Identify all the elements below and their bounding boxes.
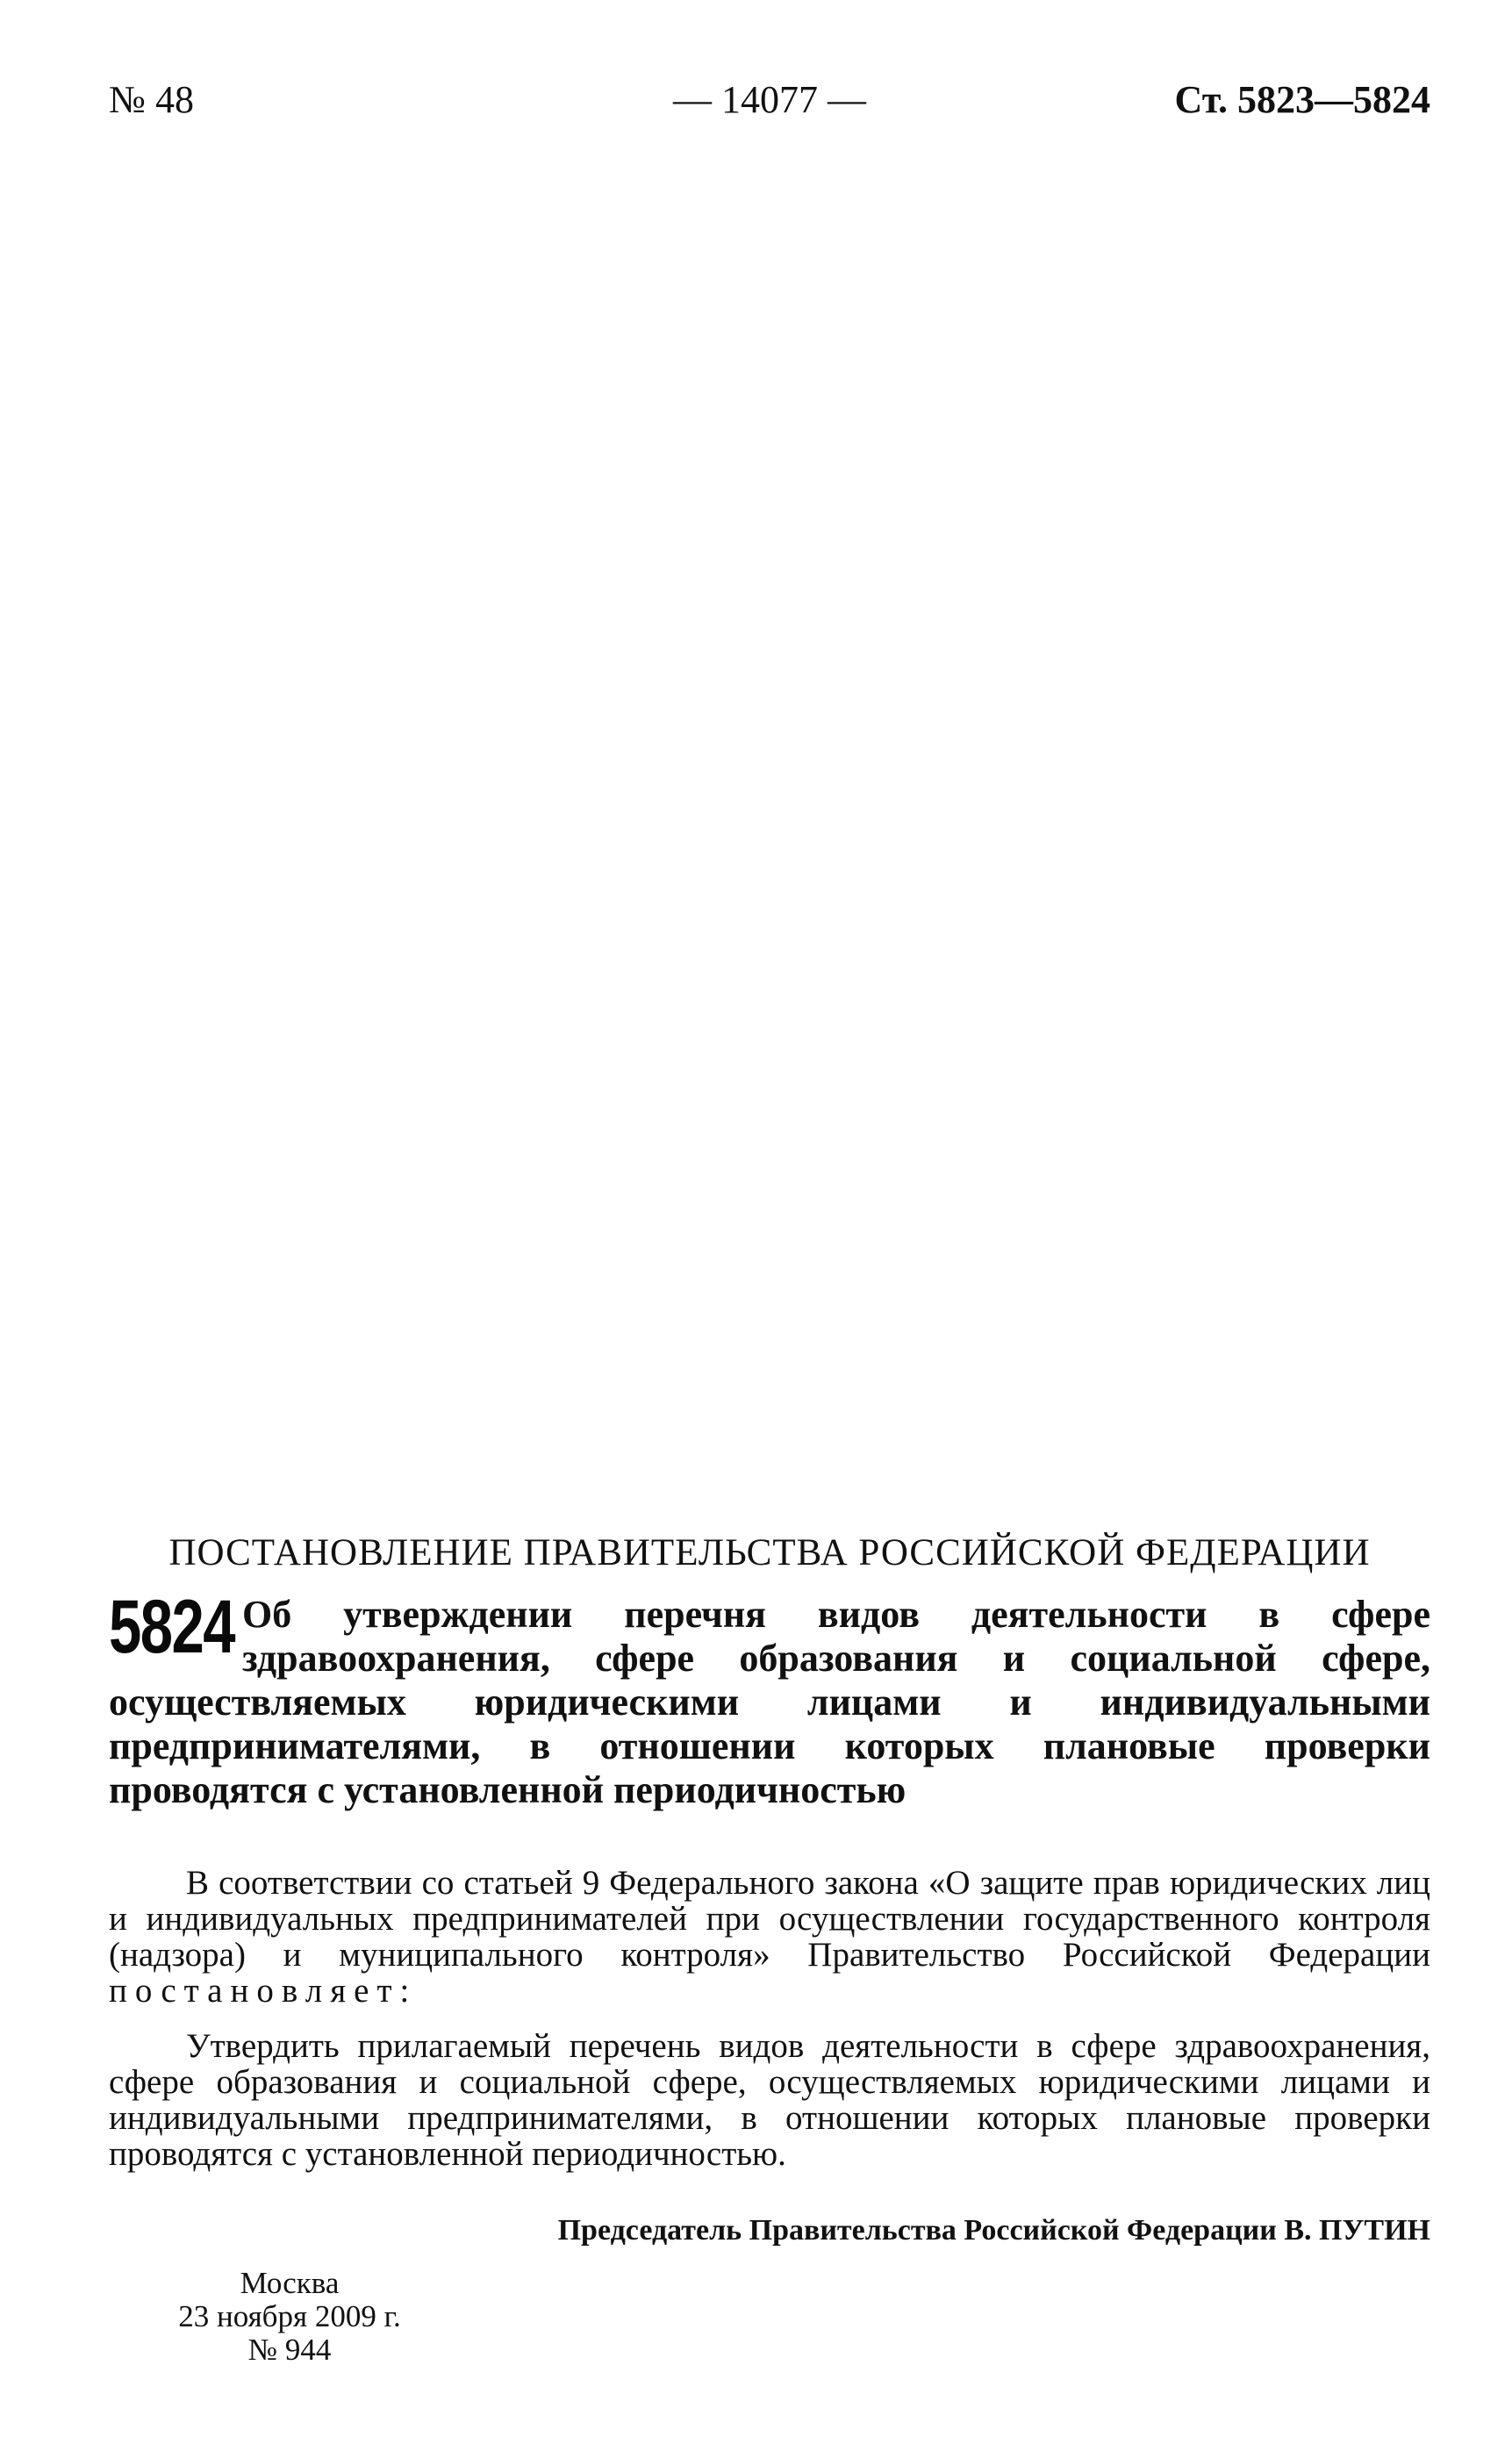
issue-number: № 48 bbox=[109, 78, 194, 121]
date: 23 ноября 2009 г. bbox=[178, 2299, 401, 2333]
resolution-paragraph: Утвердить прилагаемый перечень видов деятельности в сфере здравоохранения, сфере образования и социальной сфере, осуществляемых юридическими лицами и индивидуальными предпринимателями, в отношении которых плановые проверки проводятся с установленной периодичностью. bbox=[109, 2027, 1430, 2173]
decree-word: постановляет: bbox=[109, 1972, 418, 2010]
document-title-block bbox=[109, 1585, 1430, 1812]
page-number: — 14077 — bbox=[673, 78, 866, 121]
page-header bbox=[109, 77, 1430, 130]
registration-number: № 944 bbox=[247, 2333, 332, 2367]
article-range: Ст. 5823—5824 bbox=[1174, 78, 1430, 121]
document-title: Об утверждении перечня видов деятельности в сфере здравоохранения, сфере образования и социальной сфере, осуществляемых юридическими лицами и индивидуальными предпринимателями, в отношении которых плановые проверки проводятся с установленной периодичностью bbox=[109, 1593, 1430, 1811]
document-body bbox=[109, 1865, 1430, 2191]
preamble-paragraph bbox=[109, 1865, 1430, 2009]
signature-line: Председатель Правительства Российской Федерации В. ПУТИН bbox=[557, 2214, 1430, 2247]
place-and-date bbox=[167, 2267, 412, 2367]
city: Москва bbox=[240, 2266, 340, 2300]
document-number: 5824 bbox=[109, 1585, 234, 1669]
document-type-heading: ПОСТАНОВЛЕНИЕ ПРАВИТЕЛЬСТВА РОССИЙСКОЙ ФЕДЕРАЦИИ bbox=[168, 1532, 1371, 1573]
preamble-text: В соответствии со статьей 9 Федерального закона «О защите прав юридических лиц и индивидуальных предпринимателей при осуществлении государственного контроля (надзора) и муниципального контроля» Правительство Российской Федерации bbox=[109, 1864, 1430, 1974]
